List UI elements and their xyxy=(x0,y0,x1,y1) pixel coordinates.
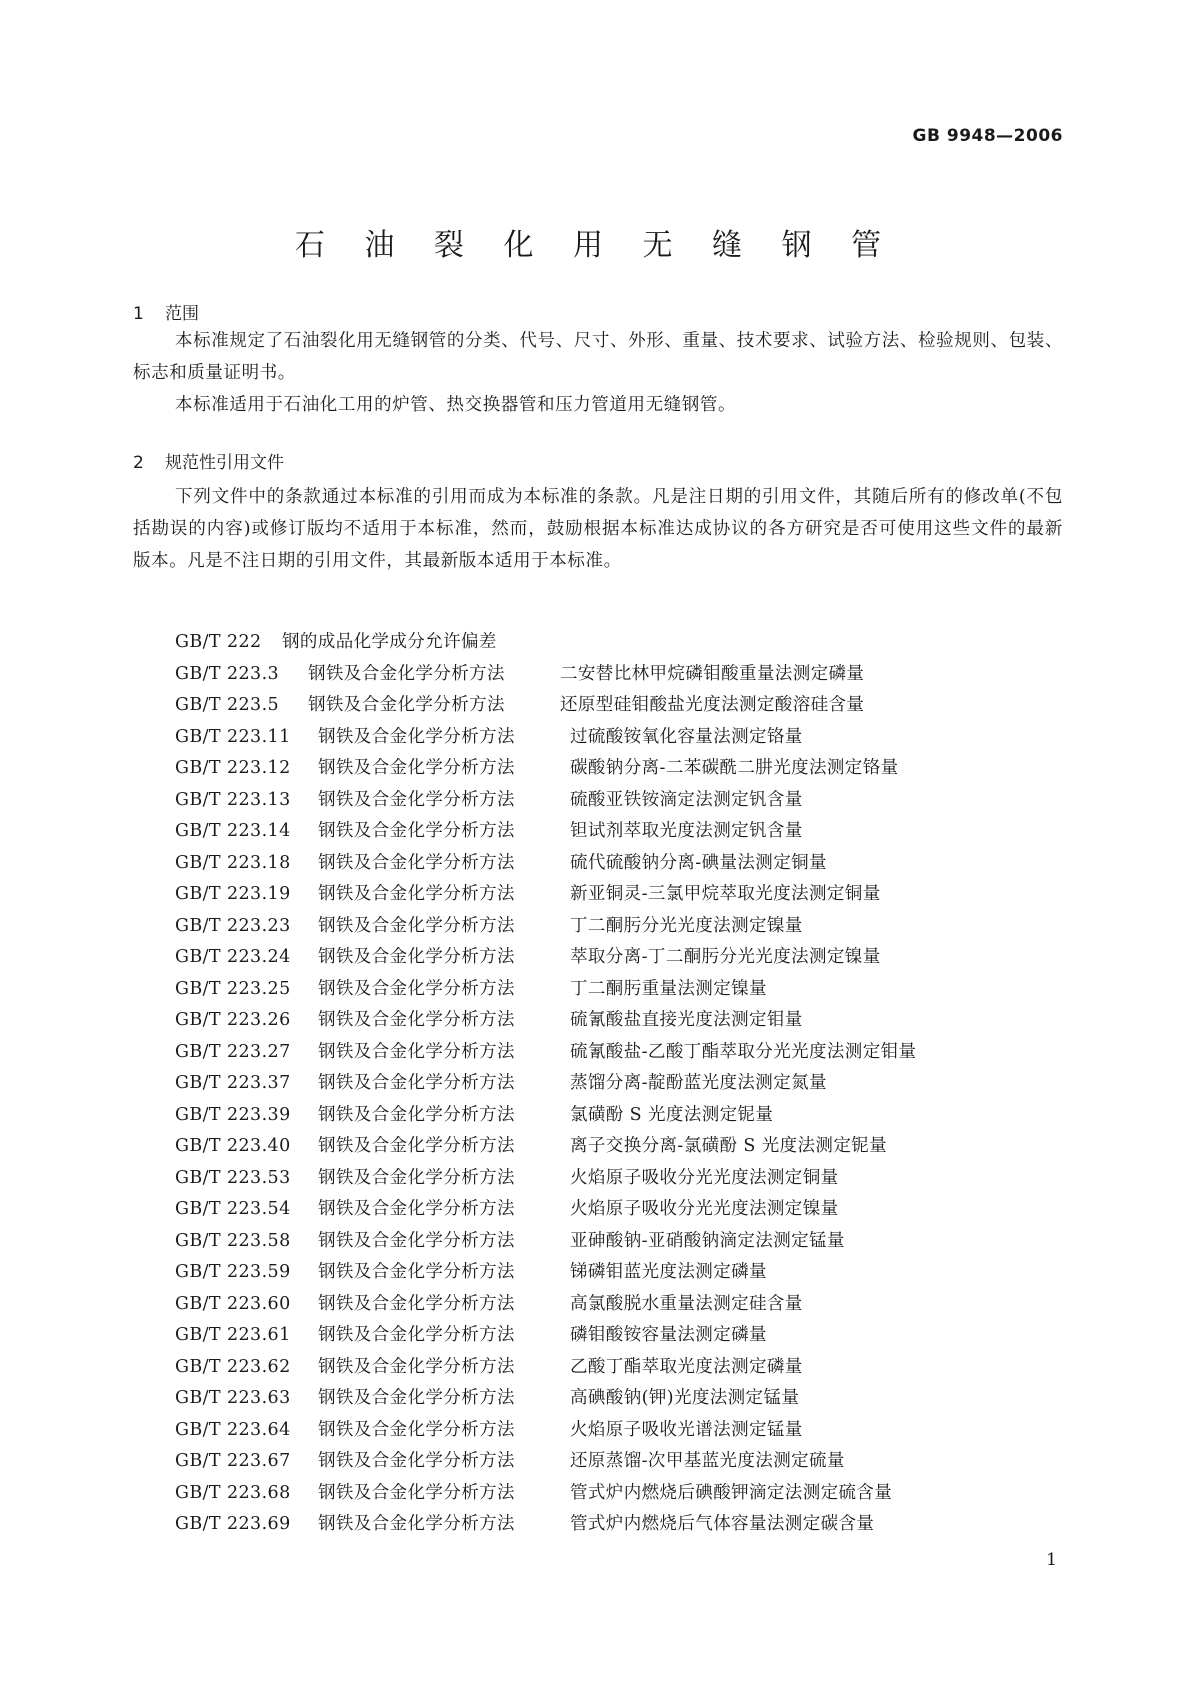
references-intro-paragraph: 下列文件中的条款通过本标准的引用而成为本标准的条款。凡是注日期的引用文件，其随后所有的修改单(不包括勘误的内容)或修订版均不适用于本标准，然而，鼓励根据本标准达成协议的各方研究是否可使用这些文件的最新版本。凡是不注日期的引用文件，其最新版本适用于本标准。 xyxy=(133,487,1063,571)
reference-title: 丁二酮肟重量法测定镍量 xyxy=(570,978,767,999)
reference-code: GB/T 223.59 xyxy=(175,1262,291,1282)
reference-series: 钢铁及合金化学分析方法 xyxy=(318,1010,515,1030)
page-number: 1 xyxy=(1046,1550,1057,1570)
reference-series: 钢铁及合金化学分析方法 xyxy=(318,821,515,841)
reference-code: GB/T 223.69 xyxy=(175,1514,291,1534)
reference-item xyxy=(175,1194,916,1226)
reference-title: 还原型硅钼酸盐光度法测定酸溶硅含量 xyxy=(560,695,865,715)
reference-title: 硫代硫酸钠分离-碘量法测定铜量 xyxy=(570,852,827,873)
reference-title: 管式炉内燃烧后气体容量法测定碳含量 xyxy=(570,1514,875,1534)
reference-item xyxy=(175,1289,916,1321)
document-title: 石 油 裂 化 用 无 缝 钢 管 xyxy=(294,228,897,263)
reference-title: 硫氰酸盐直接光度法测定钼量 xyxy=(570,1010,803,1030)
reference-code: GB/T 223.39 xyxy=(175,1104,291,1125)
reference-title: 钽试剂萃取光度法测定钒含量 xyxy=(570,821,803,841)
reference-item xyxy=(175,1005,916,1037)
reference-item xyxy=(175,1163,916,1195)
reference-item xyxy=(175,1509,916,1541)
reference-title: 蒸馏分离-靛酚蓝光度法测定氮量 xyxy=(570,1073,827,1093)
reference-code: GB/T 223.27 xyxy=(175,1041,291,1062)
reference-item xyxy=(175,816,916,848)
reference-code: GB/T 223.53 xyxy=(175,1167,291,1188)
reference-code: GB/T 223.25 xyxy=(175,978,291,999)
reference-code: GB/T 223.5 xyxy=(175,695,280,715)
section-number: 2 xyxy=(133,453,144,473)
reference-code: GB/T 223.11 xyxy=(175,726,291,747)
scope-paragraph-2: 本标准适用于石油化工用的炉管、热交换器管和压力管道用无缝钢管。 xyxy=(175,395,737,415)
reference-series: 钢铁及合金化学分析方法 xyxy=(318,1325,515,1345)
reference-title: 过硫酸铵氧化容量法测定铬量 xyxy=(570,726,803,747)
reference-title: 二安替比林甲烷磷钼酸重量法测定磷量 xyxy=(560,663,865,684)
reference-title: 锑磷钼蓝光度法测定磷量 xyxy=(570,1262,767,1282)
reference-title: 离子交换分离-氯磺酚 S 光度法测定铌量 xyxy=(570,1136,888,1156)
standard-code: GB 9948—2006 xyxy=(912,126,1063,146)
reference-series: 钢铁及合金化学分析方法 xyxy=(318,1104,515,1125)
reference-list xyxy=(175,627,916,1541)
section-number: 1 xyxy=(133,304,144,324)
reference-series: 钢铁及合金化学分析方法 xyxy=(318,1514,515,1534)
reference-title: 碳酸钠分离-二苯碳酰二肼光度法测定铬量 xyxy=(570,758,899,778)
reference-code: GB/T 223.67 xyxy=(175,1451,291,1471)
reference-item xyxy=(175,690,916,722)
reference-title: 还原蒸馏-次甲基蓝光度法测定硫量 xyxy=(570,1451,845,1471)
reference-title: 亚砷酸钠-亚硝酸钠滴定法测定锰量 xyxy=(570,1230,845,1251)
reference-title: 磷钼酸铵容量法测定磷量 xyxy=(570,1325,767,1345)
reference-code: GB/T 223.60 xyxy=(175,1293,291,1314)
reference-series: 钢铁及合金化学分析方法 xyxy=(318,978,515,999)
reference-item xyxy=(175,627,916,659)
section-heading-scope xyxy=(133,302,199,326)
reference-item xyxy=(175,1478,916,1510)
reference-item xyxy=(175,1037,916,1069)
reference-item xyxy=(175,785,916,817)
reference-title: 乙酸丁酯萃取光度法测定磷量 xyxy=(570,1356,803,1377)
reference-series: 钢铁及合金化学分析方法 xyxy=(318,915,515,936)
reference-item xyxy=(175,974,916,1006)
reference-title: 丁二酮肟分光光度法测定镍量 xyxy=(570,915,803,936)
reference-series: 钢铁及合金化学分析方法 xyxy=(318,1262,515,1282)
reference-title: 硫氰酸盐-乙酸丁酯萃取分光光度法测定钼量 xyxy=(570,1041,917,1062)
section-title: 范围 xyxy=(165,304,199,324)
reference-series: 钢铁及合金化学分析方法 xyxy=(308,695,505,715)
reference-series: 钢铁及合金化学分析方法 xyxy=(318,1482,515,1503)
reference-title: 氯磺酚 S 光度法测定铌量 xyxy=(570,1104,774,1125)
reference-series: 钢铁及合金化学分析方法 xyxy=(318,758,515,778)
reference-code: GB/T 223.64 xyxy=(175,1419,291,1440)
reference-code: GB/T 223.54 xyxy=(175,1199,291,1219)
reference-code: GB/T 223.18 xyxy=(175,852,291,873)
section-heading-references xyxy=(133,451,284,475)
reference-item xyxy=(175,1068,916,1100)
reference-item xyxy=(175,1100,916,1132)
reference-item xyxy=(175,753,916,785)
reference-series: 钢铁及合金化学分析方法 xyxy=(318,1388,515,1408)
reference-code: GB/T 222 xyxy=(175,632,262,652)
reference-code: GB/T 223.13 xyxy=(175,789,291,810)
reference-code: GB/T 223.26 xyxy=(175,1010,291,1030)
reference-item xyxy=(175,1383,916,1415)
reference-item xyxy=(175,659,916,691)
reference-title: 火焰原子吸收分光光度法测定镍量 xyxy=(570,1199,839,1219)
reference-title: 萃取分离-丁二酮肟分光光度法测定镍量 xyxy=(570,947,881,967)
reference-series: 钢铁及合金化学分析方法 xyxy=(318,1136,515,1156)
reference-series: 钢铁及合金化学分析方法 xyxy=(318,884,515,904)
reference-title: 高碘酸钠(钾)光度法测定锰量 xyxy=(570,1388,800,1408)
reference-series: 钢铁及合金化学分析方法 xyxy=(318,947,515,967)
reference-item xyxy=(175,722,916,754)
reference-title: 火焰原子吸收分光光度法测定铜量 xyxy=(570,1167,839,1188)
reference-series: 钢铁及合金化学分析方法 xyxy=(318,1451,515,1471)
reference-code: GB/T 223.40 xyxy=(175,1136,291,1156)
reference-item xyxy=(175,911,916,943)
reference-title: 火焰原子吸收光谱法测定锰量 xyxy=(570,1419,803,1440)
reference-item xyxy=(175,1131,916,1163)
reference-code: GB/T 223.62 xyxy=(175,1356,291,1377)
reference-series: 钢铁及合金化学分析方法 xyxy=(318,1419,515,1440)
reference-item xyxy=(175,1446,916,1478)
reference-series: 钢铁及合金化学分析方法 xyxy=(318,1293,515,1314)
reference-code: GB/T 223.12 xyxy=(175,758,291,778)
reference-item xyxy=(175,1257,916,1289)
reference-series: 钢铁及合金化学分析方法 xyxy=(318,1230,515,1251)
reference-item xyxy=(175,1226,916,1258)
reference-code: GB/T 223.24 xyxy=(175,947,291,967)
reference-series: 钢铁及合金化学分析方法 xyxy=(318,852,515,873)
reference-series: 钢铁及合金化学分析方法 xyxy=(318,1167,515,1188)
scope-paragraph-1: 本标准规定了石油裂化用无缝钢管的分类、代号、尺寸、外形、重量、技术要求、试验方法、检验规则、包装、标志和质量证明书。 xyxy=(133,331,1063,383)
reference-item xyxy=(175,1320,916,1352)
reference-code: GB/T 223.14 xyxy=(175,821,291,841)
section-title: 规范性引用文件 xyxy=(165,453,284,473)
reference-code: GB/T 223.37 xyxy=(175,1073,291,1093)
reference-title: 高氯酸脱水重量法测定硅含量 xyxy=(570,1293,803,1314)
reference-code: GB/T 223.3 xyxy=(175,663,280,684)
reference-item xyxy=(175,942,916,974)
reference-series: 钢铁及合金化学分析方法 xyxy=(318,1199,515,1219)
reference-item xyxy=(175,1415,916,1447)
reference-code: GB/T 223.23 xyxy=(175,915,291,936)
reference-code: GB/T 223.61 xyxy=(175,1325,291,1345)
reference-code: GB/T 223.19 xyxy=(175,884,291,904)
reference-item xyxy=(175,1352,916,1384)
reference-code: GB/T 223.63 xyxy=(175,1388,291,1408)
reference-item xyxy=(175,879,916,911)
reference-title: 硫酸亚铁铵滴定法测定钒含量 xyxy=(570,789,803,810)
reference-series: 钢铁及合金化学分析方法 xyxy=(318,789,515,810)
reference-title: 新亚铜灵-三氯甲烷萃取光度法测定铜量 xyxy=(570,884,881,904)
reference-title: 钢的成品化学成分允许偏差 xyxy=(282,632,497,652)
reference-series: 钢铁及合金化学分析方法 xyxy=(318,1041,515,1062)
reference-series: 钢铁及合金化学分析方法 xyxy=(318,1356,515,1377)
reference-code: GB/T 223.58 xyxy=(175,1230,291,1251)
reference-item xyxy=(175,848,916,880)
reference-series: 钢铁及合金化学分析方法 xyxy=(308,663,505,684)
reference-series: 钢铁及合金化学分析方法 xyxy=(318,726,515,747)
reference-code: GB/T 223.68 xyxy=(175,1482,291,1503)
reference-series: 钢铁及合金化学分析方法 xyxy=(318,1073,515,1093)
reference-title: 管式炉内燃烧后碘酸钾滴定法测定硫含量 xyxy=(570,1482,893,1503)
